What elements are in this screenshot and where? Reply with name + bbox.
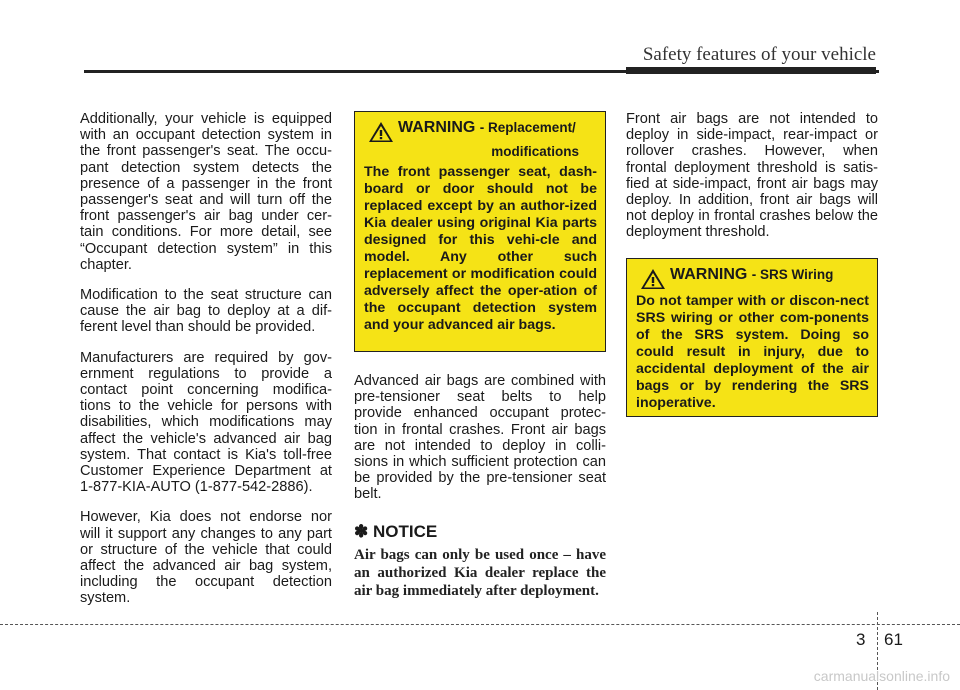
page-header-title: Safety features of your vehicle	[642, 44, 876, 65]
warning-subtitle-line2: modifications	[491, 144, 579, 159]
column-2-text	[354, 373, 606, 503]
warning-word: WARNING	[398, 119, 476, 136]
footer-rule	[0, 624, 960, 625]
warning-subtitle: - SRS Wiring	[751, 267, 834, 282]
watermark: carmanualsonline.info	[813, 668, 950, 684]
warning-box-srs-wiring	[626, 258, 878, 417]
notice-heading: ✽ NOTICE	[354, 522, 438, 541]
paragraph-front-airbags: Front air bags are not intended to deploy in side-impact, rear-impact or rollover crashes. However, when frontal deployment threshold is satis-fied at side-impact, front air bags may deploy. In addition, front air bags will not deploy in frontal crashes below the deployment threshold.	[626, 111, 878, 241]
warning-word: WARNING	[670, 266, 748, 283]
column-1	[80, 111, 332, 621]
warning-body: The front passenger seat, dash-board or door should not be replaced except by an author-ized Kia dealer using original Kia parts designed for this vehi-cle and model. Any other such replacement or modification could adversely affect the oper-ation of the occupant detection system and your advanced air bags.	[364, 164, 597, 333]
warning-triangle-icon	[640, 268, 666, 290]
header-rule-accent	[626, 67, 876, 74]
warning-box-replacement	[354, 111, 606, 352]
warning-header	[364, 118, 597, 143]
warning-body: Do not tamper with or discon-nect SRS wiring or other com-ponents of the SRS system. Doing so could result in injury, due to accidental deployment of the air bags or by rendering the SRS inoperative.	[636, 293, 869, 411]
paragraph-kia-endorse: However, Kia does not endorse nor will it support any changes to any part or structure of the vehicle that could affect the advanced air bag system, including the occupant detection system.	[80, 509, 332, 607]
page-number: 61	[884, 630, 903, 649]
column-3	[626, 111, 878, 255]
chapter-number: 3	[856, 630, 866, 649]
paragraph-occupant-detection: Additionally, your vehicle is equipped with an occupant detection system in the front passenger's seat. The occu-pant detection system detects the presence of a passenger in the front passenger's seat and will turn off the front passenger's air bag under cer-tain conditions. For more detail, see “Occupant detection system” in this chapter.	[80, 111, 332, 273]
notice-body: Air bags can only be used once – have an authorized Kia dealer replace the air bag immediately after deployment.	[354, 547, 606, 599]
warning-triangle-icon	[368, 121, 394, 143]
warning-subtitle: - Replacement/	[479, 120, 576, 135]
warning-header	[636, 265, 869, 290]
paragraph-manufacturers: Manufacturers are required by gov-ernment regulations to provide a contact point concerning modifica-tions to the vehicle for persons with disabilities, which modifications may affect the vehicle's advanced air bag system. That contact is Kia's toll-free Customer Experience Department at 1-877-KIA-AUTO (1-877-542-2886).	[80, 349, 332, 496]
paragraph-advanced-airbags: Advanced air bags are combined with pre-tensioner seat belts to help provide enhanced occupant protec-tion in frontal crashes. Front air bags are not intended to deploy in colli-sions in which sufficient protection can be provided by the pre-tensioner seat belt.	[354, 373, 606, 503]
paragraph-seat-modification: Modification to the seat structure can cause the air bag to deploy at a dif-ferent level than should be provided.	[80, 287, 332, 336]
